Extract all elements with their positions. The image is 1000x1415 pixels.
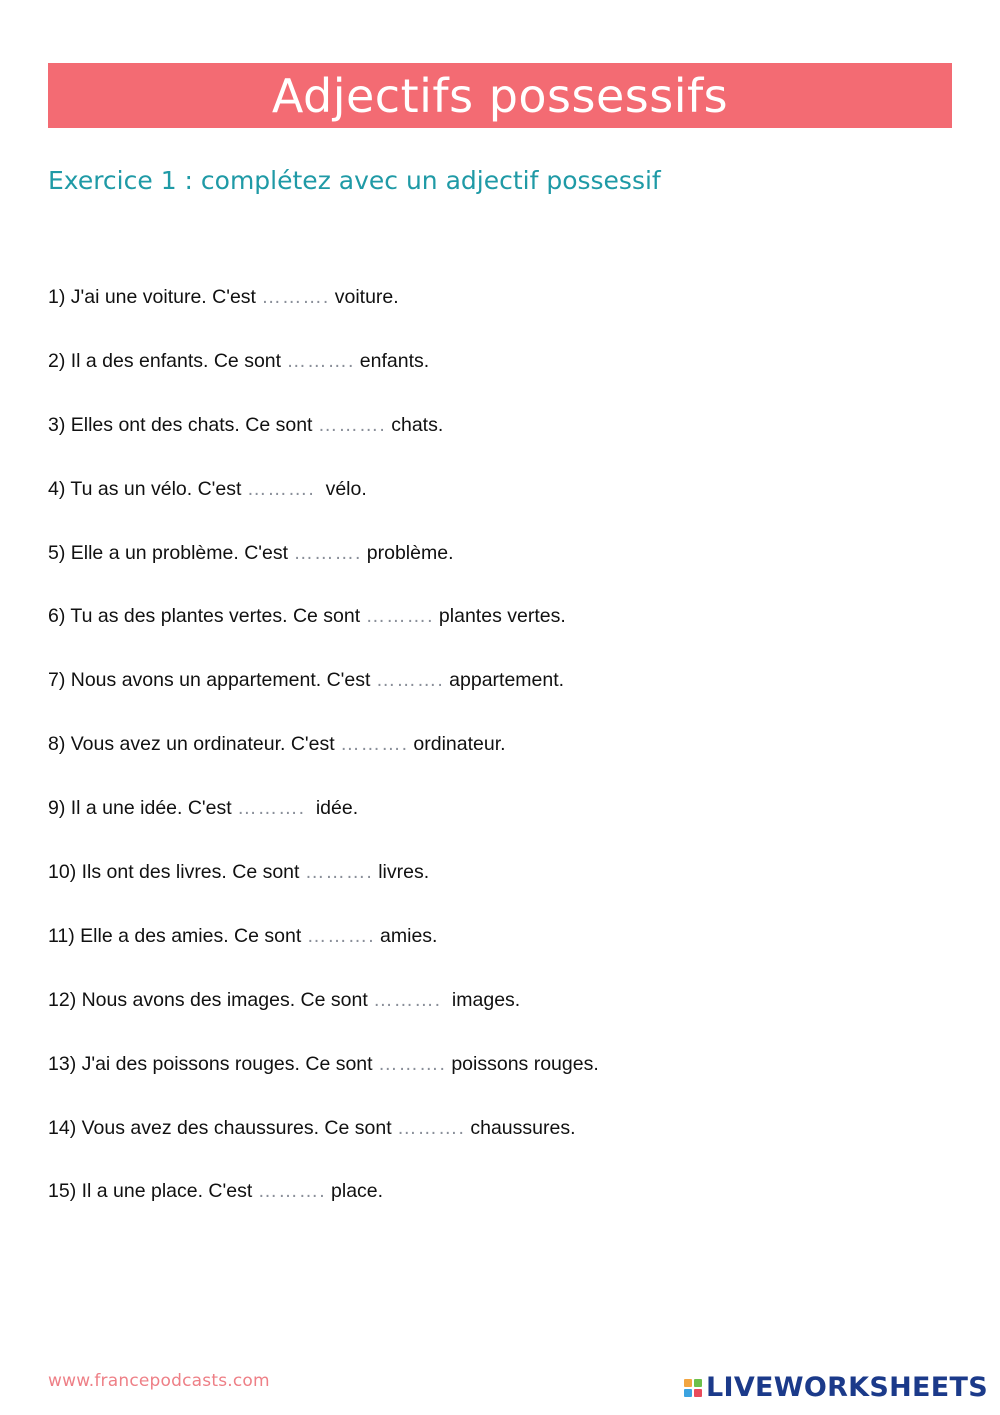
answer-blank[interactable]: ……….: [304, 861, 373, 884]
question-text: 10) Ils ont des livres. Ce sont: [48, 861, 305, 884]
question-text: 6) Tu as des plantes vertes. Ce sont: [48, 605, 366, 628]
question-item: [48, 347, 948, 411]
question-text-end: appartement.: [443, 669, 565, 692]
question-text: 4) Tu as un vélo. C'est: [48, 477, 247, 500]
answer-blank[interactable]: ……….: [246, 477, 315, 500]
answer-blank[interactable]: ……….: [257, 1180, 326, 1203]
question-list: [48, 283, 948, 1241]
question-item: [48, 283, 948, 347]
answer-blank[interactable]: ……….: [397, 1116, 465, 1139]
question-text: 7) Nous avons un appartement. C'est: [48, 669, 376, 692]
question-text-end: voiture.: [329, 286, 399, 308]
question-item: [48, 986, 948, 1050]
question-text-end: ordinateur.: [407, 733, 506, 756]
question-text-end: poissons rouges.: [445, 1052, 599, 1075]
page-title: Adjectifs possessifs: [271, 68, 729, 123]
footer-website-link[interactable]: www.francepodcasts.com: [48, 1371, 270, 1391]
question-text-end: enfants.: [354, 349, 430, 372]
question-text-end: vélo.: [314, 477, 367, 500]
answer-blank[interactable]: ……….: [378, 1052, 446, 1075]
question-text-end: amies.: [374, 924, 438, 947]
question-item: [48, 602, 948, 666]
question-text: 11) Elle a des amies. Ce sont: [48, 924, 307, 947]
answer-blank[interactable]: ……….: [317, 413, 386, 436]
answer-blank[interactable]: ……….: [365, 605, 434, 628]
question-item: [48, 922, 948, 986]
question-text: 13) J'ai des poissons rouges. Ce sont: [48, 1052, 378, 1075]
question-text: 5) Elle a un problème. C'est: [48, 541, 294, 564]
question-text: 9) Il a une idée. C'est: [48, 797, 238, 820]
question-item: [48, 539, 948, 603]
answer-blank[interactable]: ……….: [306, 924, 375, 947]
question-text-end: problème.: [361, 541, 454, 564]
question-text: 3) Elles ont des chats. Ce sont: [48, 413, 318, 436]
title-banner: [48, 63, 952, 128]
question-text-end: images.: [441, 988, 521, 1011]
brand-name: LIVEWORKSHEETS: [705, 1372, 988, 1403]
liveworksheets-logo-icon: [684, 1379, 702, 1397]
question-item: [48, 730, 948, 794]
question-text: 8) Vous avez un ordinateur. C'est: [48, 733, 341, 756]
question-text: 2) Il a des enfants. Ce sont: [48, 349, 287, 372]
question-text-end: chaussures.: [464, 1116, 576, 1139]
answer-blank[interactable]: ……….: [286, 349, 355, 372]
question-text-end: livres.: [372, 861, 430, 884]
question-text: 14) Vous avez des chaussures. Ce sont: [48, 1116, 398, 1139]
question-text: 15) Il a une place. C'est: [48, 1180, 258, 1203]
question-item: [48, 858, 948, 922]
question-item: [48, 1050, 948, 1114]
question-item: [48, 1114, 948, 1178]
question-text: 12) Nous avons des images. Ce sont: [48, 988, 374, 1011]
answer-blank[interactable]: ……….: [293, 541, 362, 564]
question-item: [48, 666, 948, 730]
question-text-end: chats.: [385, 413, 444, 436]
answer-blank[interactable]: ……….: [340, 733, 408, 756]
question-item: [48, 411, 948, 475]
question-text-end: plantes vertes.: [433, 605, 566, 628]
exercise-instruction: Exercice 1 : complétez avec un adjectif possessif: [48, 166, 661, 195]
answer-blank[interactable]: ……….: [237, 797, 305, 820]
question-item: [48, 794, 948, 858]
question-item: [48, 1177, 948, 1241]
question-text-end: place.: [325, 1180, 384, 1203]
liveworksheets-brand[interactable]: [684, 1374, 988, 1401]
question-text-end: idée.: [305, 797, 359, 820]
answer-blank[interactable]: ……….: [375, 669, 444, 692]
answer-blank[interactable]: ……….: [373, 988, 442, 1011]
question-text: 1) J'ai une voiture. C'est: [48, 286, 262, 308]
question-item: [48, 475, 948, 539]
answer-blank[interactable]: ……….: [261, 286, 330, 308]
